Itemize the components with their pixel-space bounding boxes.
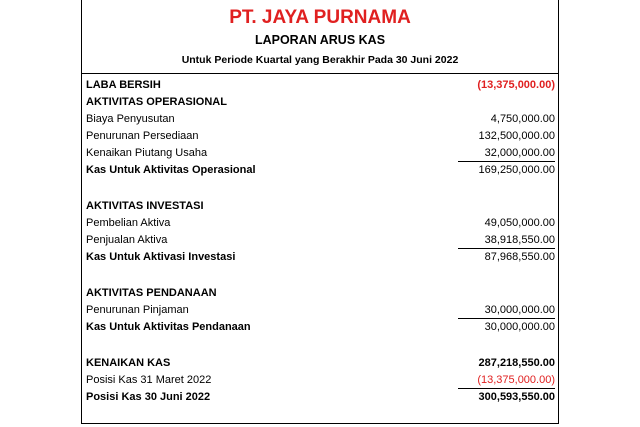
row-pembelian-aktiva [86, 215, 555, 232]
row-kas-operasional [86, 162, 555, 179]
header-divider [82, 73, 558, 74]
row-biaya-penyusutan [86, 111, 555, 128]
row-label: Kenaikan Piutang Usaha [86, 147, 208, 159]
row-label: AKTIVITAS PENDANAAN [86, 287, 217, 299]
row-label: Posisi Kas 30 Juni 2022 [86, 391, 211, 403]
row-value: (13,375,000.00) [477, 79, 555, 91]
row-value: 30,000,000.00 [484, 321, 555, 333]
row-penjualan-aktiva [86, 232, 555, 249]
row-label: AKTIVITAS OPERASIONAL [86, 96, 227, 108]
row-value: 38,918,550.00 [484, 234, 555, 246]
row-posisi-kas-maret [86, 372, 555, 389]
row-label: Penurunan Pinjaman [86, 304, 189, 316]
cash-flow-statement [81, 0, 559, 424]
section-investasi-heading [86, 198, 555, 215]
row-value: (13,375,000.00) [477, 374, 555, 386]
row-penurunan-persediaan [86, 128, 555, 145]
row-label: Biaya Penyusutan [86, 113, 175, 125]
row-penurunan-pinjaman [86, 302, 555, 319]
row-value: 300,593,550.00 [478, 391, 555, 403]
row-kas-investasi [86, 249, 555, 266]
row-kas-pendanaan [86, 319, 555, 336]
section-operasional-heading [86, 94, 555, 111]
row-label: Penjualan Aktiva [86, 234, 168, 246]
row-value: 87,968,550.00 [484, 251, 555, 263]
row-label: Kas Untuk Aktivitas Operasional [86, 164, 256, 176]
report-period: Untuk Periode Kuartal yang Berakhir Pada 30 Juni 2022 [181, 54, 459, 66]
row-label: Kas Untuk Aktivitas Pendanaan [86, 321, 251, 333]
row-laba-bersih [86, 77, 555, 94]
row-label: LABA BERSIH [86, 79, 161, 91]
row-label: Pembelian Aktiva [86, 217, 171, 229]
row-value: 49,050,000.00 [484, 217, 555, 229]
row-value: 132,500,000.00 [478, 130, 555, 142]
report-title: LAPORAN ARUS KAS [254, 33, 386, 47]
row-value: 169,250,000.00 [478, 164, 555, 176]
row-label: AKTIVITAS INVESTASI [86, 200, 204, 212]
section-pendanaan-heading [86, 285, 555, 302]
row-label: Kas Untuk Aktivasi Investasi [86, 251, 236, 263]
row-kenaikan-kas [86, 355, 555, 372]
row-value: 30,000,000.00 [484, 304, 555, 316]
row-value: 32,000,000.00 [484, 147, 555, 159]
row-posisi-kas-juni [86, 389, 555, 406]
row-value: 4,750,000.00 [490, 113, 555, 125]
row-value: 287,218,550.00 [478, 357, 555, 369]
row-label: Posisi Kas 31 Maret 2022 [86, 374, 212, 386]
row-label: KENAIKAN KAS [86, 357, 171, 369]
company-name: PT. JAYA PURNAMA [229, 7, 411, 28]
row-kenaikan-piutang [86, 145, 555, 162]
row-label: Penurunan Persediaan [86, 130, 199, 142]
